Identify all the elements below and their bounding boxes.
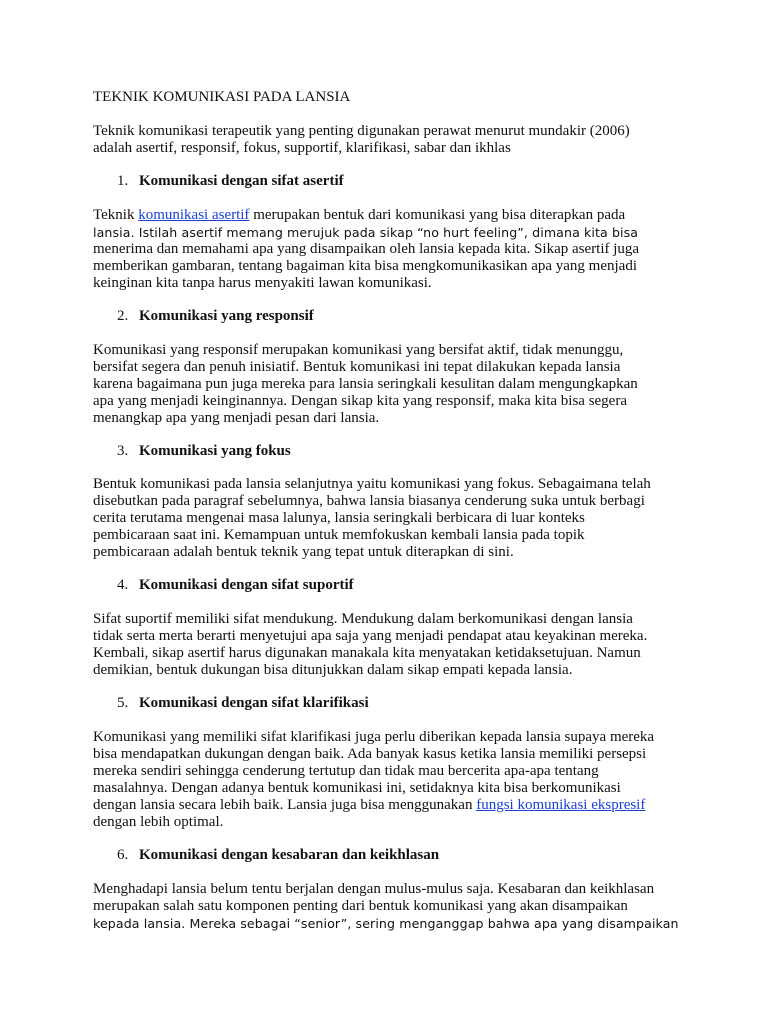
- section-heading-2: [117, 308, 707, 325]
- section-paragraph-3: [93, 476, 683, 561]
- section-heading-text: Komunikasi yang responsif: [139, 308, 314, 324]
- text-line: cerita terutama mengenai masa lalunya, lansia seringkali berbicara di luar konteks: [93, 510, 585, 526]
- text-line: mereka sendiri sehingga cenderung tertutup dan tidak mau bercerita apa-apa tentang: [93, 763, 599, 779]
- section-heading-5: [117, 695, 707, 712]
- section-heading-text: Komunikasi yang fokus: [139, 443, 291, 459]
- text-span: Teknik: [93, 207, 139, 223]
- text-line: Teknik komunikasi terapeutik yang penting digunakan perawat menurut mundakir (2006): [93, 123, 630, 139]
- section-paragraph-4: [93, 611, 683, 679]
- section-number: 6.: [117, 847, 129, 863]
- text-line: bersifat segera dan penuh inisiatif. Bentuk komunikasi ini tepat dilakukan kepada lansia: [93, 359, 621, 375]
- text-line: Komunikasi yang memiliki sifat klarifikasi juga perlu diberikan kepada lansia supaya mereka: [93, 729, 655, 745]
- text-line: lansia. Istilah asertif memang merujuk pada sikap “no hurt feeling”, dimana kita bisa: [93, 225, 639, 240]
- section-number: 2.: [117, 308, 129, 324]
- text-line: merupakan salah satu komponen penting dari bentuk komunikasi yang akan disampaikan: [93, 898, 628, 914]
- section-paragraph-6: [93, 881, 683, 932]
- section-heading-4: [117, 577, 707, 594]
- text-line: adalah asertif, responsif, fokus, supportif, klarifikasi, sabar dan ikhlas: [93, 140, 511, 156]
- section-paragraph-5: [93, 729, 683, 831]
- text-span: merupakan bentuk dari komunikasi yang bisa diterapkan pada: [249, 207, 626, 223]
- text-line: masalahnya. Dengan adanya bentuk komunikasi ini, setidaknya kita bisa berkomunikasi: [93, 780, 621, 796]
- section-heading-text: Komunikasi dengan sifat klarifikasi: [139, 695, 369, 711]
- section-heading-text: Komunikasi dengan sifat asertif: [139, 173, 344, 189]
- text-line: Menghadapi lansia belum tentu berjalan dengan mulus-mulus saja. Kesabaran dan keikhlasan: [93, 881, 655, 897]
- section-heading-text: Komunikasi dengan kesabaran dan keikhlasan: [139, 847, 440, 863]
- document-title: TEKNIK KOMUNIKASI PADA LANSIA: [93, 89, 351, 105]
- text-line: keinginan kita tanpa harus menyakiti lawan komunikasi.: [93, 275, 432, 291]
- text-line: karena bagaimana pun juga mereka para lansia seringkali kesulitan dalam mengungkapkan: [93, 376, 638, 392]
- text-line: bisa mendapatkan dukungan dengan baik. Ada banyak kasus ketika lansia memiliki persepsi: [93, 746, 647, 762]
- text-line: disebutkan pada paragraf sebelumnya, bahwa lansia biasanya cenderung suka untuk berbagi: [93, 493, 645, 509]
- section-heading-1: [117, 173, 707, 190]
- text-line: menangkap apa yang menjadi pesan dari lansia.: [93, 410, 380, 426]
- text-line: pembicaraan saat ini. Kemampuan untuk memfokuskan kembali lansia pada topik: [93, 527, 585, 543]
- intro-paragraph: [93, 123, 683, 157]
- section-paragraph-1: [93, 207, 683, 292]
- section-heading-text: Komunikasi dengan sifat suportif: [139, 577, 354, 593]
- link-komunikasi-asertif[interactable]: komunikasi asertif: [138, 207, 250, 223]
- text-line: demikian, bentuk dukungan bisa ditunjukkan dalam sikap empati kepada lansia.: [93, 662, 573, 678]
- section-number: 1.: [117, 173, 129, 189]
- text-line: pembicaraan adalah bentuk teknik yang tepat untuk diterapkan di sini.: [93, 544, 514, 560]
- section-number: 5.: [117, 695, 129, 711]
- text-line: menerima dan memahami apa yang disampaikan oleh lansia kepada kita. Sikap asertif juga: [93, 241, 640, 257]
- link-fungsi-komunikasi-ekspresif[interactable]: fungsi komunikasi ekspresif: [476, 797, 646, 813]
- text-line: apa yang menjadi keinginannya. Dengan sikap kita yang responsif, maka kita bisa segera: [93, 393, 627, 409]
- section-heading-3: [117, 443, 707, 460]
- text-span: dengan lansia secara lebih baik. Lansia juga bisa menggunakan: [93, 797, 477, 813]
- section-heading-6: [117, 847, 707, 864]
- text-line: Kembali, sikap asertif harus digunakan manakala kita menyatakan ketidaksetujuan. Namun: [93, 645, 641, 661]
- text-line: kepada lansia. Mereka sebagai “senior”, sering menganggap bahwa apa yang disampaikan: [93, 916, 679, 931]
- text-line: dengan lebih optimal.: [93, 814, 224, 830]
- text-line: Sifat suportif memiliki sifat mendukung. Mendukung dalam berkomunikasi dengan lansia: [93, 611, 633, 627]
- text-line: [93, 797, 683, 814]
- text-line: Komunikasi yang responsif merupakan komunikasi yang bersifat aktif, tidak menunggu,: [93, 342, 624, 358]
- text-line: memberikan gambaran, tentang bagaiman kita bisa mengkomunikasikan apa yang menjadi: [93, 258, 637, 274]
- section-paragraph-2: [93, 342, 683, 427]
- section-number: 3.: [117, 443, 129, 459]
- text-line: Bentuk komunikasi pada lansia selanjutnya yaitu komunikasi yang fokus. Sebagaimana telah: [93, 476, 651, 492]
- section-number: 4.: [117, 577, 129, 593]
- text-line: tidak serta merta berarti menyetujui apa saja yang menjadi pendapat atau keyakinan mereka.: [93, 628, 648, 644]
- text-line: [93, 207, 683, 224]
